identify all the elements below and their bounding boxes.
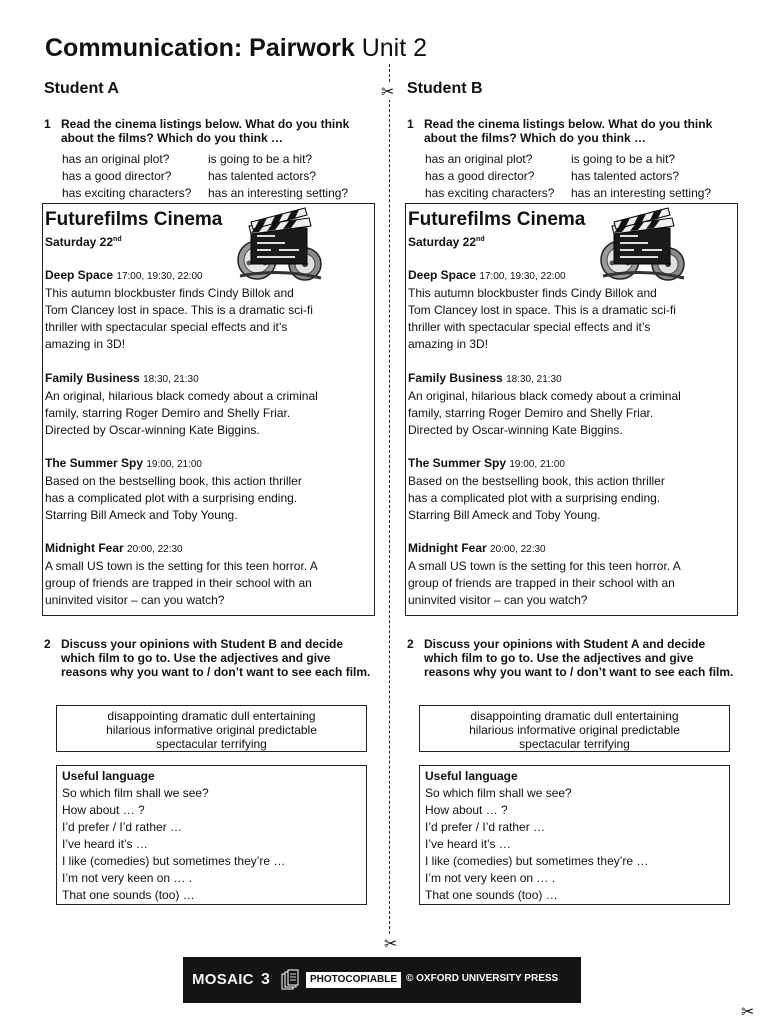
question-item: has talented actors? [571, 169, 680, 183]
film-times: 17:00, 19:30, 22:00 [116, 271, 203, 282]
film-listing [45, 540, 370, 609]
film-times: 18:30, 21:30 [506, 374, 562, 385]
task-2 [407, 637, 737, 679]
film-title: The Summer Spy [45, 456, 144, 470]
question-item: has an original plot? [62, 152, 170, 166]
useful-phrase: I’d prefer / I’d rather … [62, 820, 183, 834]
film-description: An original, hilarious black comedy about a criminal family, starring Roger Demiro and Shelly Friar. Directed by Oscar-winning Kate Biggins. [45, 389, 318, 437]
question-item: has an interesting setting? [571, 186, 712, 200]
film-title: Midnight Fear [45, 541, 124, 555]
film-title: Deep Space [408, 268, 477, 282]
film-title: Midnight Fear [408, 541, 487, 555]
page-title [45, 34, 427, 63]
film-description: Based on the bestselling book, this action thriller has a complicated plot with a surprising ending. Starring Bill Ameck and Toby Young. [408, 474, 665, 522]
adjectives-line: hilarious informative original predictable [469, 723, 680, 737]
scissors-icon: ✂ [381, 82, 395, 101]
useful-phrase: That one sounds (too) … [425, 888, 558, 902]
task-number: 1 [44, 117, 51, 131]
scissors-icon: ✂ [741, 1002, 755, 1021]
publisher-credit: © OXFORD UNIVERSITY PRESS [406, 973, 559, 984]
question-item: is going to be a hit? [208, 152, 313, 166]
useful-phrase: So which film shall we see? [425, 786, 572, 800]
cinema-listing [405, 203, 738, 616]
film-description: This autumn blockbuster finds Cindy Billok and Tom Clancey lost in space. This is a dramatic sci-fi thriller with spectacular special effects and it’s amazing in 3D! [45, 286, 313, 351]
cinema-name: Futurefilms Cinema [408, 209, 586, 230]
useful-phrase: I like (comedies) but sometimes they’re … [62, 854, 286, 868]
useful-phrase: I’ve heard it’s … [62, 837, 148, 851]
title-unit: Unit 2 [361, 34, 428, 62]
film-description: This autumn blockbuster finds Cindy Billok and Tom Clancey lost in space. This is a dramatic sci-fi thriller with spectacular special effects and it’s amazing in 3D! [408, 286, 676, 351]
film-listing [45, 455, 370, 524]
useful-language-box [56, 765, 367, 905]
date-text: Saturday 22 [408, 235, 477, 249]
question-item: has exciting characters? [62, 186, 192, 200]
film-times: 17:00, 19:30, 22:00 [479, 271, 566, 282]
useful-phrase: How about … ? [425, 803, 508, 817]
task-text: Read the cinema listings below. What do you think about the films? Which do you think … [424, 117, 713, 145]
film-description: A small US town is the setting for this teen horror. A group of friends are trapped in their school with an uninvited visitor – can you watch? [408, 559, 681, 607]
film-listing [45, 370, 370, 439]
question-item: has an original plot? [425, 152, 533, 166]
useful-phrase: I’d prefer / I’d rather … [425, 820, 546, 834]
film-times: 19:00, 21:00 [146, 459, 202, 470]
adjectives-line: spectacular terrifying [156, 737, 267, 751]
film-title: Deep Space [45, 268, 114, 282]
student-heading: Student B [407, 80, 483, 97]
adjectives-box [419, 705, 730, 752]
film-times: 20:00, 22:30 [127, 544, 183, 555]
question-item: has a good director? [425, 169, 535, 183]
useful-phrase: How about … ? [62, 803, 145, 817]
task-number: 2 [407, 637, 414, 651]
cinema-date [45, 235, 122, 249]
cinema-name: Futurefilms Cinema [45, 209, 223, 230]
student-heading: Student A [44, 80, 119, 97]
film-title: The Summer Spy [408, 456, 507, 470]
task-text: Discuss your opinions with Student B and decide which film to go to. Use the adjectives and give reasons why you want to / don’t want to see each film. [61, 637, 371, 679]
useful-phrase: So which film shall we see? [62, 786, 209, 800]
useful-phrase: That one sounds (too) … [62, 888, 195, 902]
useful-language-heading: Useful language [62, 769, 155, 783]
film-description: A small US town is the setting for this teen horror. A group of friends are trapped in their school with an uninvited visitor – can you watch? [45, 559, 318, 607]
film-times: 19:00, 21:00 [509, 459, 565, 470]
task-number: 1 [407, 117, 414, 131]
film-listing [408, 267, 733, 353]
footer-bar [183, 957, 581, 1003]
film-description: An original, hilarious black comedy about a criminal family, starring Roger Demiro and Shelly Friar. Directed by Oscar-winning Kate Biggins. [408, 389, 681, 437]
useful-language-box [419, 765, 730, 905]
film-listing [45, 267, 370, 353]
film-listing [408, 370, 733, 439]
useful-phrase: I’m not very keen on … . [425, 871, 556, 885]
date-text: Saturday 22 [45, 235, 114, 249]
level-number: 3 [261, 971, 270, 988]
film-title: Family Business [45, 371, 140, 385]
question-item: is going to be a hit? [571, 152, 676, 166]
cut-line [389, 64, 390, 939]
title-bold: Communication: Pairwork [45, 34, 355, 62]
question-item: has a good director? [62, 169, 172, 183]
question-item: has exciting characters? [425, 186, 555, 200]
adjectives-line: disappointing dramatic dull entertaining [470, 709, 679, 723]
film-title: Family Business [408, 371, 503, 385]
photocopy-pages-icon [281, 969, 299, 991]
film-description: Based on the bestselling book, this action thriller has a complicated plot with a surprising ending. Starring Bill Ameck and Toby Young. [45, 474, 302, 522]
scissors-icon: ✂ [384, 934, 398, 953]
useful-phrase: I’ve heard it’s … [425, 837, 511, 851]
task-text: Discuss your opinions with Student A and decide which film to go to. Use the adjectives and give reasons why you want to / don’t want to see each film. [424, 637, 734, 679]
film-listing [408, 540, 733, 609]
adjectives-line: spectacular terrifying [519, 737, 630, 751]
adjectives-line: disappointing dramatic dull entertaining [107, 709, 316, 723]
cinema-listing [42, 203, 375, 616]
adjectives-line: hilarious informative original predictable [106, 723, 317, 737]
adjectives-box [56, 705, 367, 752]
question-item: has an interesting setting? [208, 186, 349, 200]
film-times: 20:00, 22:30 [490, 544, 546, 555]
brand-logo: MOSAIC [192, 971, 254, 988]
cinema-date [408, 235, 485, 249]
task-1 [44, 117, 374, 145]
question-item: has talented actors? [208, 169, 317, 183]
useful-phrase: I like (comedies) but sometimes they’re … [425, 854, 649, 868]
useful-phrase: I’m not very keen on … . [62, 871, 193, 885]
task-1 [407, 117, 737, 145]
useful-language-heading: Useful language [425, 769, 518, 783]
film-listing [408, 455, 733, 524]
task-2 [44, 637, 374, 679]
task-number: 2 [44, 637, 51, 651]
date-suffix: nd [113, 236, 122, 243]
date-suffix: nd [476, 236, 485, 243]
task-text: Read the cinema listings below. What do you think about the films? Which do you think … [61, 117, 350, 145]
photocopiable-badge: PHOTOCOPIABLE [306, 972, 401, 988]
film-times: 18:30, 21:30 [143, 374, 199, 385]
